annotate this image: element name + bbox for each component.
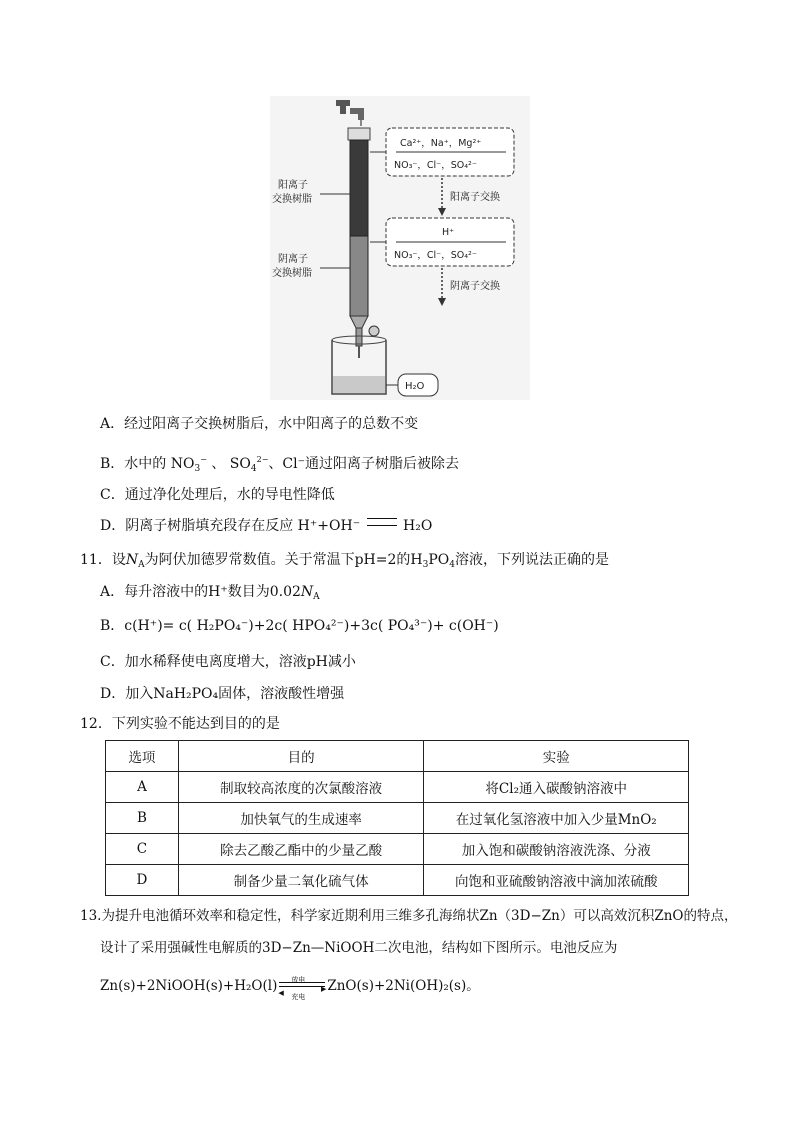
table-cell: 加快氧气的生成速率 [178, 803, 424, 834]
q13-eq-right: ZnO(s)+2Ni(OH)₂(s)。 [327, 978, 480, 994]
table-row [106, 772, 689, 803]
box2-anions: NO₃⁻，Cl⁻，SO₄²⁻ [394, 250, 477, 261]
table-cell: 将Cl₂通入碳酸钠溶液中 [424, 772, 689, 803]
box1-cations: Ca²⁺，Na⁺，Mg²⁺ [400, 138, 482, 149]
q11-stem-1: 11．设 [80, 552, 126, 568]
box2-cation: H⁺ [442, 227, 455, 238]
table-cell: 制取较高浓度的次氯酸溶液 [178, 772, 424, 803]
q10-d-text-1: D．阴离子树脂填充段存在反应 H⁺+OH⁻ [100, 518, 361, 534]
q13-line-1: 13.为提升电池循环效率和稳定性，科学家近期利用三维多孔海绵状Zn（3D−Zn）可以高效沉积ZnO的特点， [80, 908, 738, 924]
q10-b-text-2: 、 SO [211, 456, 251, 472]
table-header: 实验 [424, 741, 689, 772]
q10-option-d [100, 516, 432, 536]
q12-stem: 12．下列实验不能达到目的的是 [80, 716, 280, 732]
equals-double-line-icon [367, 518, 397, 526]
q11-stem-3: 溶液，下列说法正确的是 [454, 552, 609, 568]
table-header: 选项 [106, 741, 179, 772]
q11-stem: 11．设$N_A$为阿伏加德罗常数值。关于常温下pH=2的$H_3PO_4$溶液，下列说法正确的是 [80, 552, 609, 570]
cation-resin-label-2: 交换树脂 [272, 194, 312, 205]
cation-resin-segment [350, 140, 368, 236]
cation-exchange-label: 阳离子交换 [450, 192, 500, 203]
table-cell: A [106, 772, 179, 803]
table-cell: 加入饱和碳酸钠溶液洗涤、分液 [424, 834, 689, 865]
box1-anions: NO₃⁻，Cl⁻，SO₄²⁻ [394, 160, 477, 171]
table-cell: 向饱和亚硫酸钠溶液中滴加浓硫酸 [424, 865, 689, 896]
q11-a-text: A．每升溶液中的H⁺数目为0.02 [100, 584, 301, 600]
q10-option-c: C．通过净化处理后，水的导电性降低 [100, 487, 335, 503]
q13-eq-discharge: 放电 [291, 976, 306, 984]
stopcock-icon [369, 326, 379, 336]
anion-resin-segment [350, 236, 368, 316]
ion-exchange-figure [270, 96, 530, 400]
q11-option-b: B．c(H⁺)= c( H₂PO₄⁻)+2c( HPO₄²⁻)+3c( PO₄³⁻)+ c(OH⁻) [100, 618, 499, 634]
table-cell: C [106, 834, 179, 865]
table-row [106, 865, 689, 896]
q11-option-a: A．每升溶液中的H⁺数目为$0.02N_A$ [100, 584, 320, 602]
table-header: 目的 [178, 741, 424, 772]
anion-resin-label-1: 阴离子 [278, 254, 308, 265]
q10-option-b: B．水中的 $NO_3^-$ 、 $SO_4^{2-}$、Cl⁻通过阳离子树脂后被除去 [100, 455, 460, 474]
q11-option-d: D．加入NaH₂PO₄固体，溶液酸性增强 [100, 686, 345, 702]
q11-na: N [125, 552, 139, 568]
q13-eq-charge: 充电 [291, 993, 306, 1001]
reversible-arrow-icon: 放电 ▶ ◀ 充电 [277, 974, 327, 994]
anion-resin-label-2: 交换树脂 [272, 268, 312, 279]
table-cell: 除去乙酸乙酯中的少量乙酸 [178, 834, 424, 865]
experiment-table [105, 740, 689, 896]
q10-option-a: A．经过阳离子交换树脂后，水中阳离子的总数不变 [100, 416, 419, 432]
q10-d-text-2: H₂O [403, 518, 433, 534]
anion-exchange-label: 阴离子交换 [450, 281, 500, 292]
q13-line-2: 设计了采用强碱性电解质的3D−Zn—NiOOH二次电池，结构如下图所示。电池反应为 [100, 940, 618, 956]
q13-eq-left: Zn(s)+2NiOOH(s)+H₂O(l) [100, 978, 278, 994]
table-cell: D [106, 865, 179, 896]
q10-b-text-1: B．水中的 NO [100, 456, 195, 472]
q11-option-c: C．加水稀释使电离度增大，溶液pH减小 [100, 654, 356, 670]
table-cell: 制备少量二氧化硫气体 [178, 865, 424, 896]
table-cell: 在过氧化氢溶液中加入少量MnO₂ [424, 803, 689, 834]
table-row [106, 834, 689, 865]
q13-equation [100, 974, 480, 1001]
water-label: H₂O [405, 381, 425, 392]
q10-b-text-3: 、Cl⁻通过阳离子树脂后被除去 [268, 456, 460, 472]
table-row [106, 803, 689, 834]
q11-stem-2: 为阿伏加德罗常数值。关于常温下pH=2的H [144, 552, 423, 568]
table-cell: B [106, 803, 179, 834]
cation-resin-label-1: 阳离子 [278, 180, 308, 191]
table-header-row [106, 741, 689, 772]
